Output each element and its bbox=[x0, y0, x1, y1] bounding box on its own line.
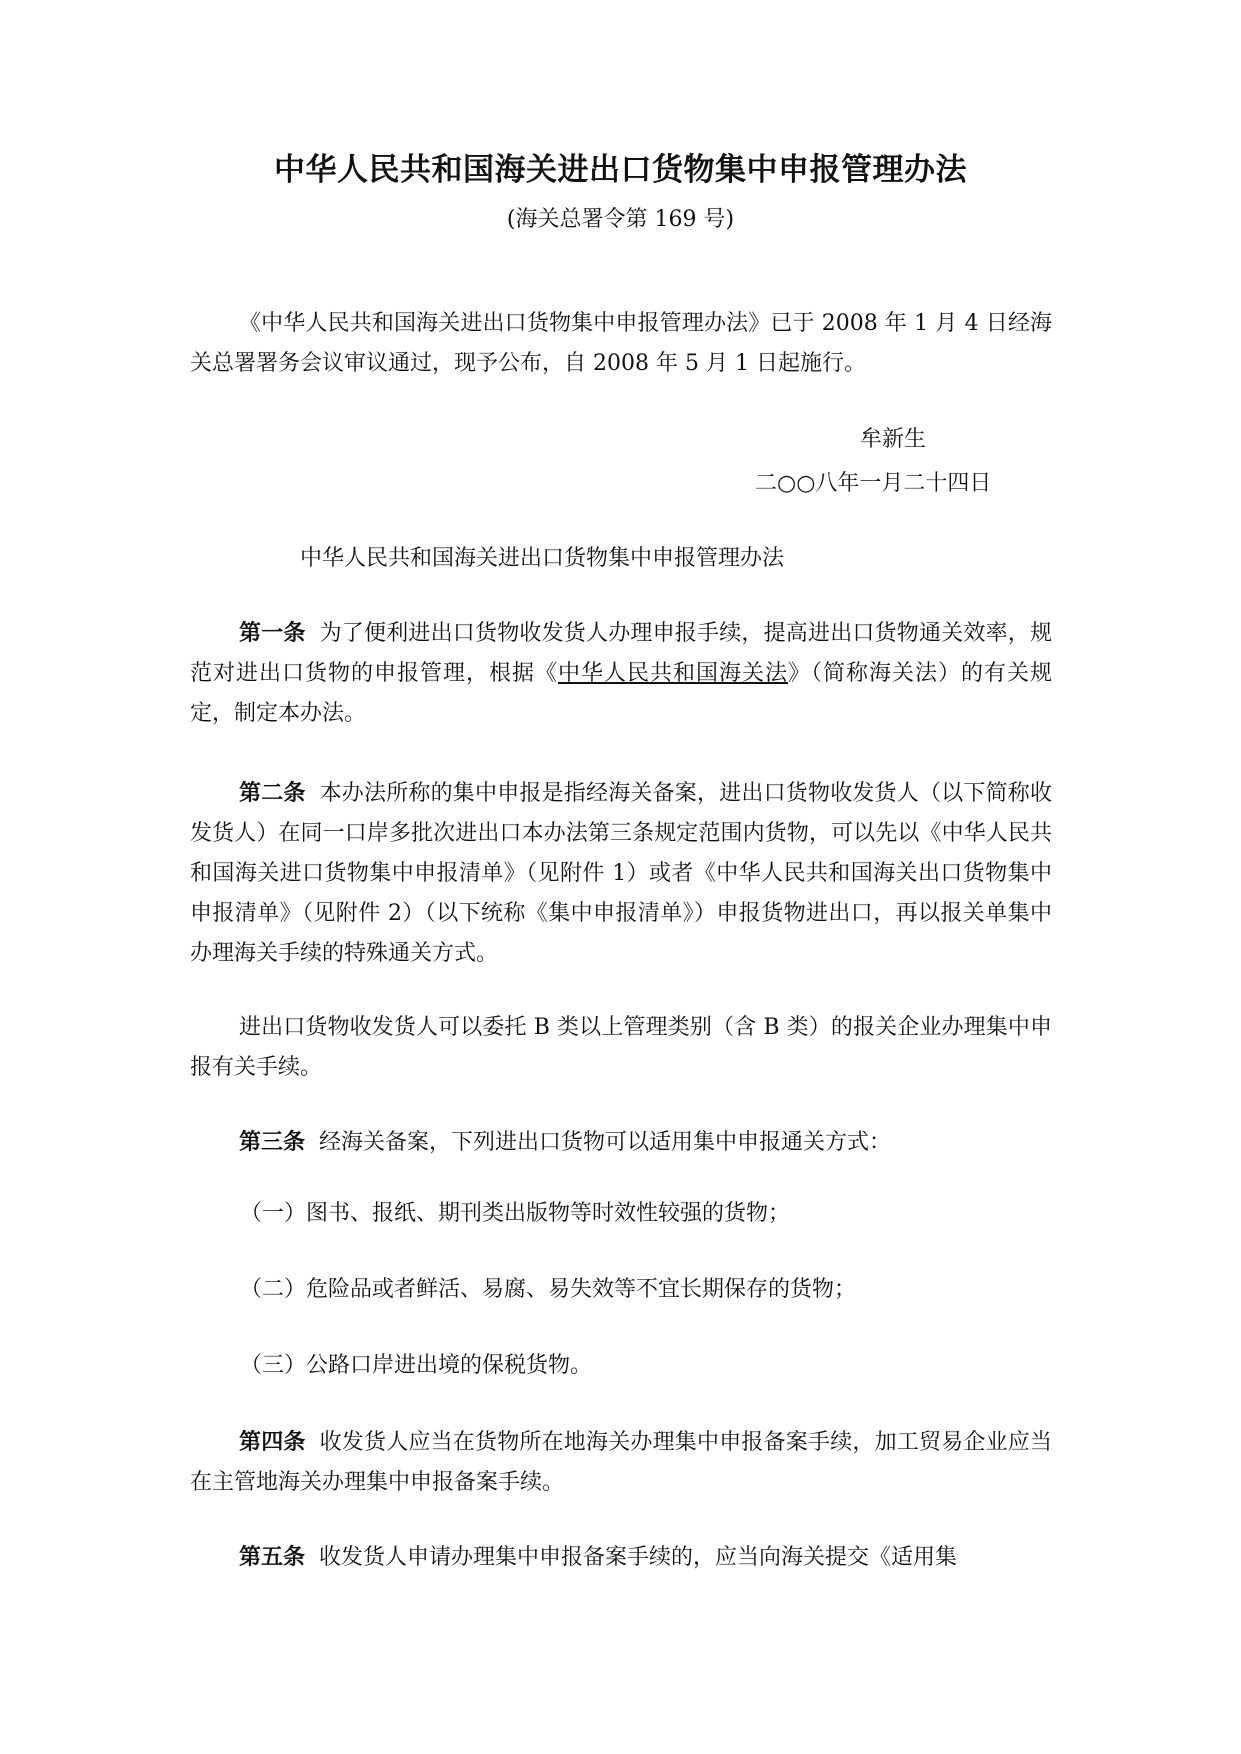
article-4-label: 第四条 bbox=[239, 1430, 306, 1455]
article-1-label: 第一条 bbox=[239, 621, 306, 646]
document-subtitle: (海关总署令第 169 号) bbox=[506, 207, 735, 232]
article-3 bbox=[190, 1123, 1052, 1163]
article-5-text: 收发货人申请办理集中申报备案手续的，应当向海关提交《适用集 bbox=[319, 1545, 958, 1570]
document-title: 中华人民共和国海关进出口货物集中申报管理办法 bbox=[274, 152, 967, 188]
article-2-paragraph-2: 进出口货物收发货人可以委托 B 类以上管理类别（含 B 类）的报关企业办理集中申报有关手续。 bbox=[190, 1015, 1052, 1080]
article-3-item-2: （二）危险品或者鲜活、易腐、易失效等不宜长期保存的货物； bbox=[240, 1277, 857, 1302]
article-2-label: 第二条 bbox=[239, 781, 306, 806]
article-3-item-3: （三）公路口岸进出境的保税货物。 bbox=[240, 1353, 593, 1378]
article-5-label: 第五条 bbox=[239, 1545, 306, 1570]
article-5 bbox=[190, 1538, 1052, 1578]
article-1 bbox=[190, 614, 1052, 734]
article-4-text: 收发货人应当在货物所在地海关办理集中申报备案手续，加工贸易企业应当在主管地海关办理集中申报备案手续。 bbox=[190, 1430, 1052, 1495]
preamble-paragraph: 《中华人民共和国海关进出口货物集中申报管理办法》已于 2008 年 1 月 4 日经海关总署署务会议审议通过，现予公布，自 2008 年 5 月 1 日起施行。 bbox=[190, 311, 1052, 376]
signature-date: 二○○八年一月二十四日 bbox=[755, 471, 992, 496]
signatory-name: 牟新生 bbox=[860, 427, 927, 452]
law-link[interactable]: 中华人民共和国海关法 bbox=[557, 661, 788, 686]
article-3-item-1: （一）图书、报纸、期刊类出版物等时效性较强的货物； bbox=[240, 1201, 791, 1226]
article-4 bbox=[190, 1423, 1052, 1503]
article-2 bbox=[190, 774, 1052, 974]
article-3-text: 经海关备案，下列进出口货物可以适用集中申报通关方式： bbox=[319, 1130, 892, 1155]
article-1-text-after: 》（简称海关法）的有关规定，制定本办法。 bbox=[190, 661, 1052, 726]
article-1-text-before: 为了便利进出口货物收发货人办理申报手续，提高进出口货物通关效率，规范对进出口货物的申报管理，根据《 bbox=[190, 621, 1052, 686]
body-title: 中华人民共和国海关进出口货物集中申报管理办法 bbox=[300, 546, 785, 571]
article-3-label: 第三条 bbox=[239, 1130, 306, 1155]
article-2-text: 本办法所称的集中申报是指经海关备案，进出口货物收发货人（以下简称收发货人）在同一口岸多批次进出口本办法第三条规定范围内货物，可以先以《中华人民共和国海关进口货物集中申报清单》（见附件 1）或者《中华人民共和国海关出口货物集中申报清单》（见附件 2）（以下统称《集中申报清单》）申报货物进出口，再以报关单集中办理海关手续的特殊通关方式。 bbox=[190, 781, 1052, 966]
